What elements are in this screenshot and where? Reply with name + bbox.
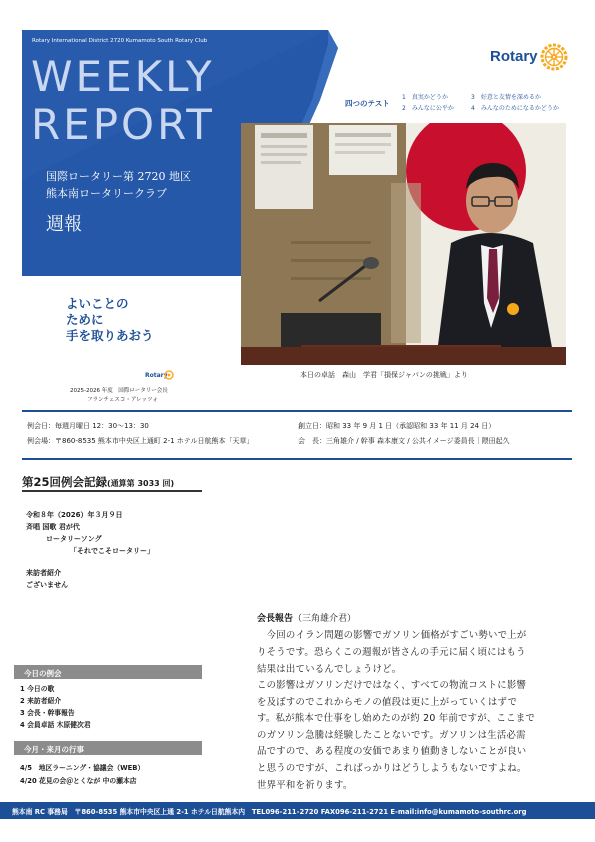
record-line: 来訪者紹介 bbox=[26, 569, 61, 577]
rotary-wheel-icon bbox=[164, 370, 174, 380]
slogan-line: よいことの bbox=[66, 296, 129, 311]
today-header: 今日の例会 bbox=[14, 665, 202, 679]
four-way-test-title: 四つのテスト bbox=[345, 99, 390, 108]
record-count: (通算第 3033 回) bbox=[107, 479, 175, 488]
meeting-time: 例会日：毎週月曜日 12：30〜13：30 bbox=[27, 422, 149, 430]
four-way-test-item: 2 みんなに公平か bbox=[402, 105, 454, 112]
founded-date: 創立日：昭和 33 年 9 月 1 日（承認昭和 33 年 11 月 24 日） bbox=[298, 422, 496, 430]
title-weekly: WEEKLY bbox=[31, 52, 215, 101]
list-item: 1 今日の歌 bbox=[20, 685, 55, 693]
list-item: 2 来訪者紹介 bbox=[20, 697, 62, 705]
record-line: ございません bbox=[26, 581, 68, 589]
list-item: 3 会長・幹事報告 bbox=[20, 709, 75, 717]
divider bbox=[22, 490, 202, 492]
report-line: 今回のイラン問題の影響でガソリン価格がすごい勢いで上が bbox=[257, 630, 527, 641]
four-way-test-item: 1 真実かどうか bbox=[402, 94, 448, 101]
footer-contact: 熊本南 RC 事務局 〒860-8535 熊本市中央区上通 2-1 ホテル日航熊本内 TEL096-211-2720 FAX096-211-2721 E-mail:info@kumamoto-southrc.org bbox=[0, 802, 595, 819]
report-line: この影響はガソリンだけではなく、すべての物流コストに影響 bbox=[257, 680, 527, 691]
list-item: 4/20 花見の会＠とくなが 中の瀬本店 bbox=[20, 777, 137, 785]
list-item: 4/5 地区ラーニング・協議会（WEB） bbox=[20, 764, 145, 772]
club-officers: 会 長：三角雄介 / 幹事 森本康文 / 公共イメージ委員長｜隈田起久 bbox=[298, 437, 510, 445]
meeting-venue: 例会場：〒860-8535 熊本市中央区上通町 2-1 ホテル日航熊本「天草」 bbox=[27, 437, 254, 445]
report-line: す。私が熊本で仕事をし始めたのが約 20 年前ですが、ここまで bbox=[257, 713, 536, 724]
four-way-test-item: 4 みんなのためになるかどうか bbox=[471, 105, 559, 112]
district-name: 国際ロータリー第 2720 地区 bbox=[46, 170, 191, 183]
speaker-photo bbox=[241, 123, 566, 365]
club-name: 熊本南ロータリークラブ bbox=[46, 187, 167, 200]
events-header: 今月・来月の行事 bbox=[14, 741, 202, 755]
record-date: 令和８年（2026）年３月９日 bbox=[26, 511, 123, 519]
record-line: ロータリーソング bbox=[46, 535, 102, 543]
record-line: 斉唱 国歌 君が代 bbox=[26, 523, 80, 531]
record-title: 第25回例会記録(通算第 3033 回) bbox=[22, 475, 175, 489]
rotary-wheel-icon bbox=[540, 43, 568, 71]
report-line: を及ぼすのでこれからモノの値段は更に上がっていくはずで bbox=[257, 697, 518, 708]
rotary-logo-text: Rotary bbox=[490, 48, 538, 65]
photo-caption: 本日の卓話 森山 学君「損保ジャパンの挑戦」より bbox=[300, 371, 468, 379]
president-name: フランチェスコ・アレッツォ bbox=[87, 397, 158, 403]
list-item: 4 会員卓話 木原健次君 bbox=[20, 721, 91, 729]
four-way-test-item: 3 好意と友情を深めるか bbox=[471, 94, 541, 101]
record-line: 「それでこそロータリー」 bbox=[70, 547, 154, 555]
slogan-line: 手を取りあおう bbox=[66, 328, 154, 343]
slogan-line: ために bbox=[66, 312, 104, 327]
report-line: りそうです。恐らくこの週報が皆さんの手元に届く頃にはもう bbox=[257, 647, 526, 658]
report-author: （三角雄介君） bbox=[293, 614, 357, 624]
president-year: 2025-2026 年度 国際ロータリー会長 bbox=[70, 388, 168, 394]
president-rotary-logo-text: Rotary bbox=[145, 372, 168, 379]
divider bbox=[22, 410, 572, 412]
report-line: 世界平和を祈ります。 bbox=[257, 780, 353, 791]
report-title: 会長報告（三角雄介君） bbox=[257, 614, 357, 624]
club-english-name: Rotary International District 2720 Kumamoto South Rotary Club bbox=[32, 38, 208, 44]
report-line: と思うのですが、こればっかりはどうしようもないですよね。 bbox=[257, 763, 527, 774]
report-line: のガソリン急騰は経験したことないです。ガソリンは生活必需 bbox=[257, 730, 526, 741]
weekly-label: 週報 bbox=[46, 214, 82, 235]
title-report: REPORT bbox=[31, 100, 215, 149]
report-line: 結果は出ているんでしょうけど。 bbox=[257, 664, 402, 675]
report-line: 品ですので、ある程度の安価であまり値動きしないことが良い bbox=[257, 746, 527, 757]
divider bbox=[22, 458, 572, 460]
